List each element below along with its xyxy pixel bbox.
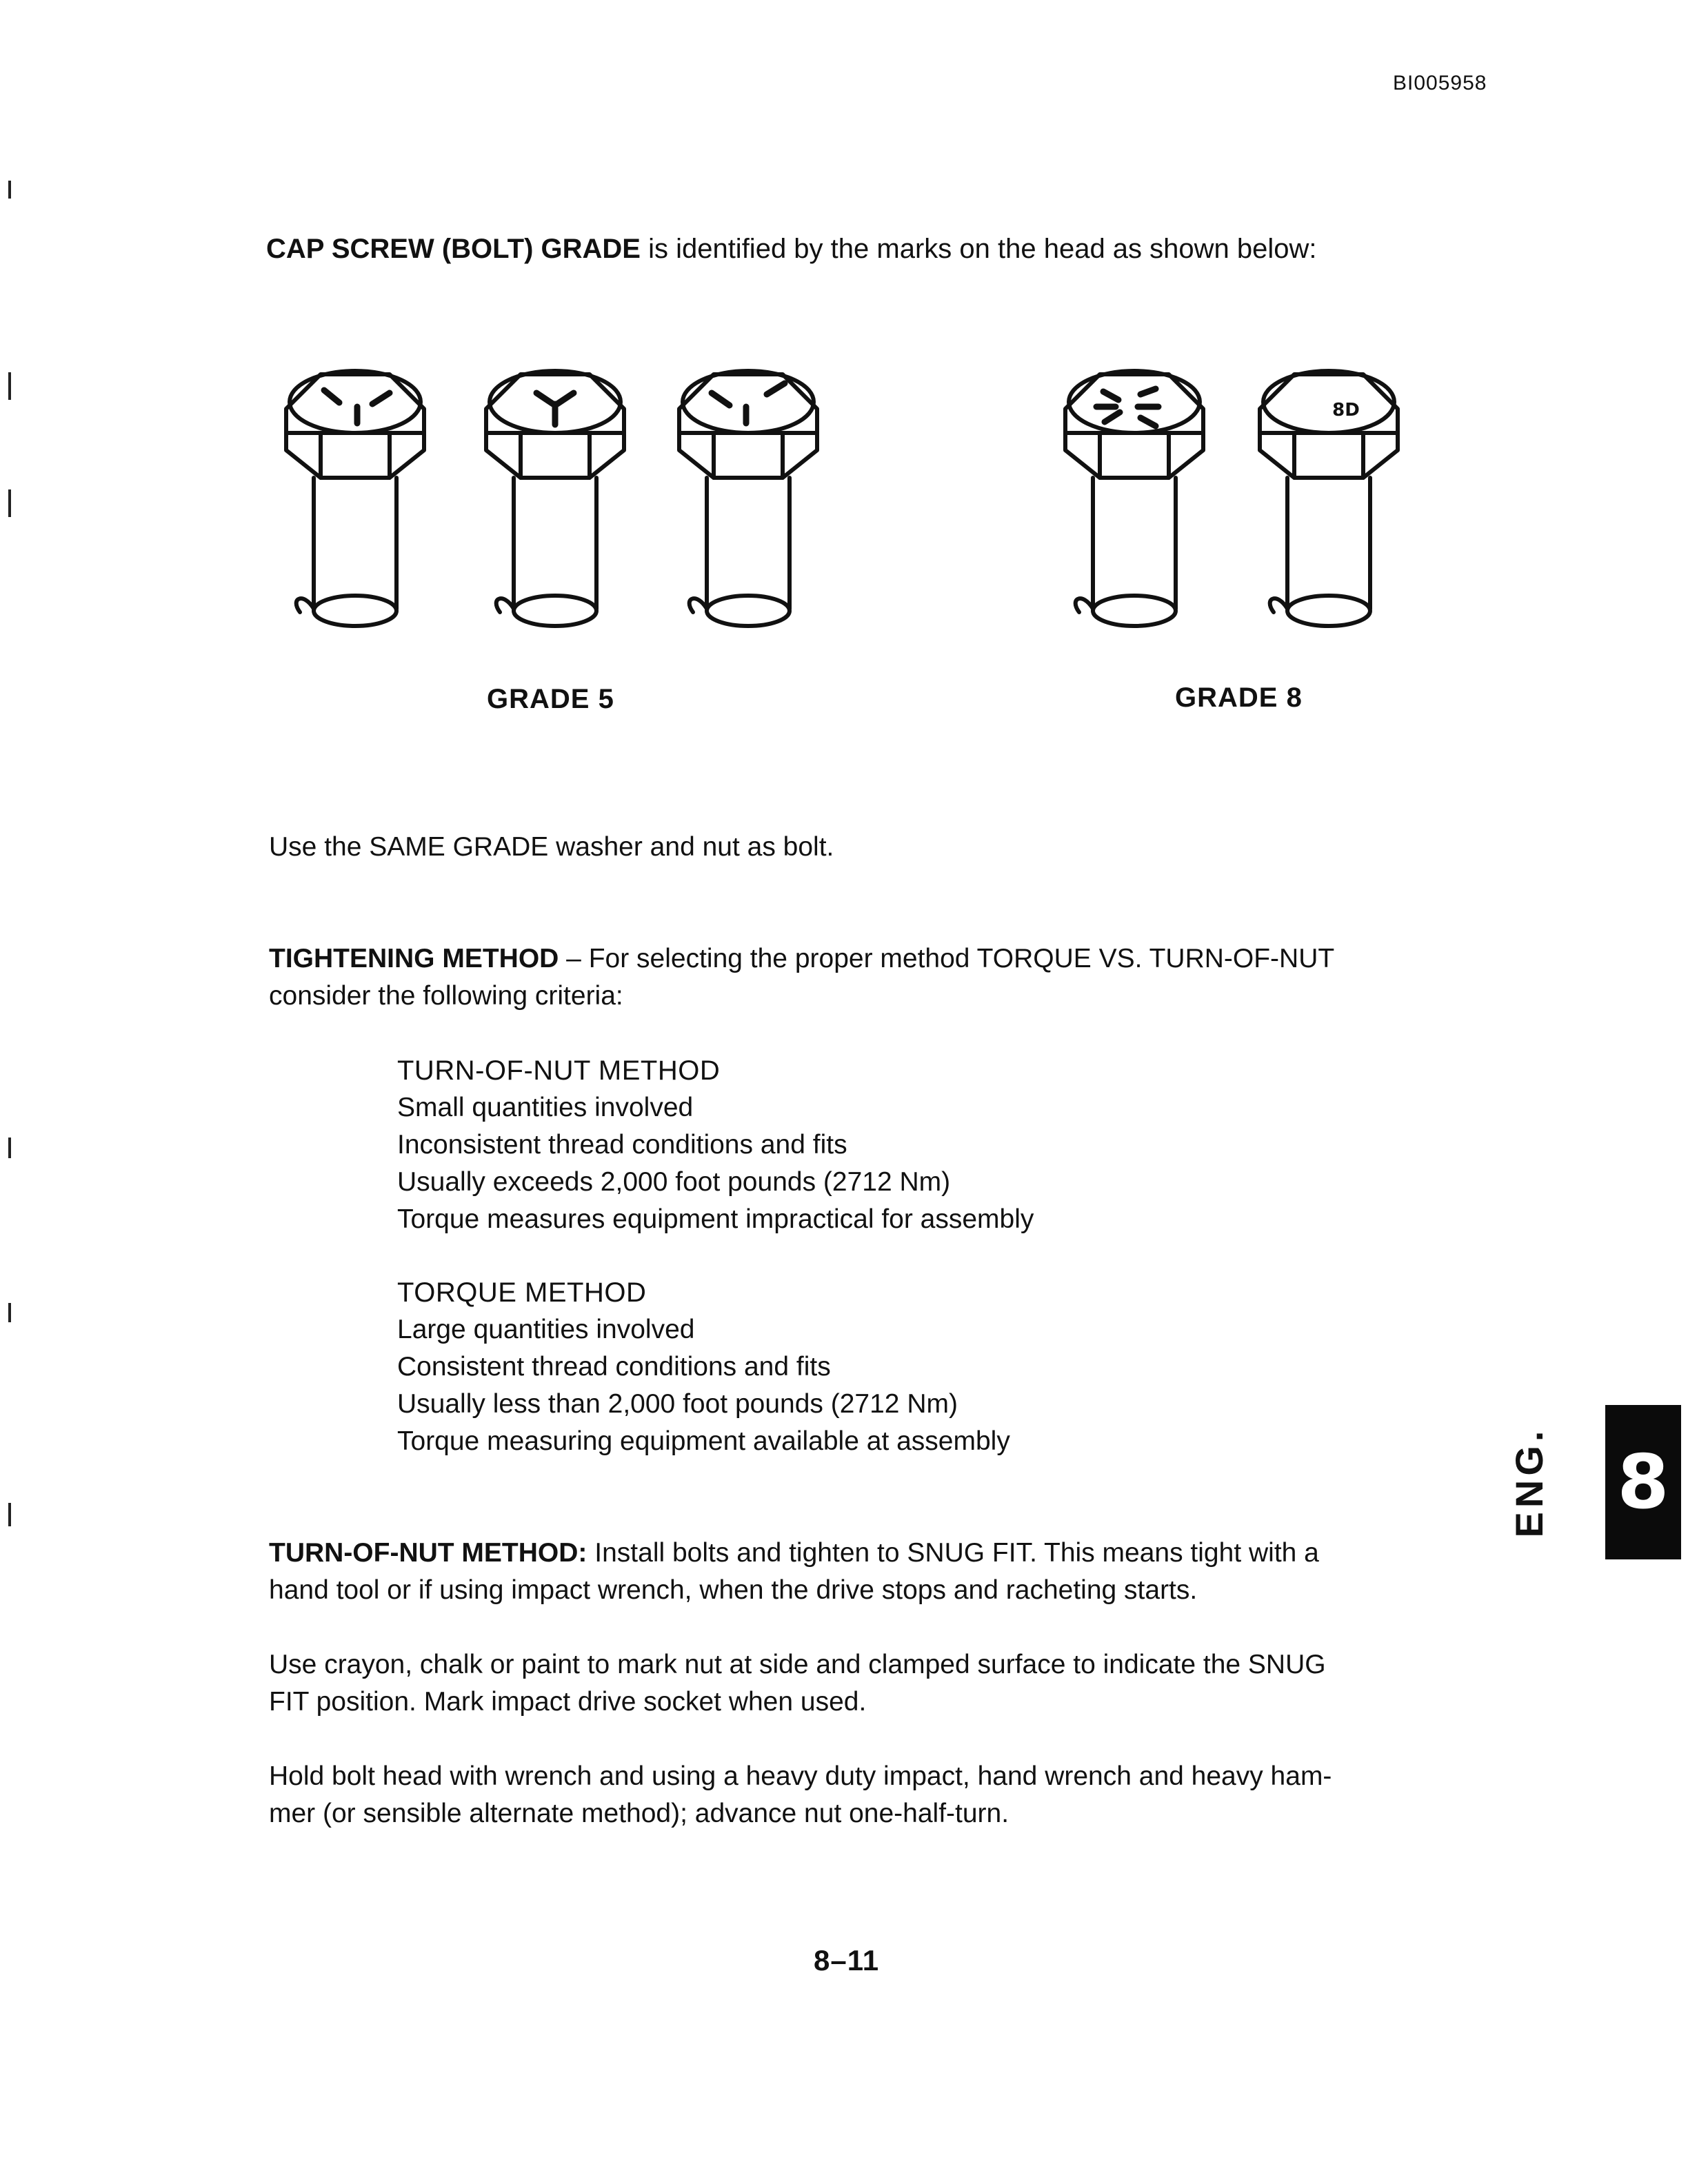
grade8-head-text: 8D xyxy=(1332,400,1360,421)
section-tab-number: 8 xyxy=(1617,1439,1669,1526)
advance-line-2: mer (or sensible alternate method); advance nut one-half-turn. xyxy=(269,1799,1009,1828)
page-number: 8–11 xyxy=(814,1944,880,1976)
procedure-line-1 xyxy=(269,1535,1319,1572)
criteria-item: Usually exceeds 2,000 foot pounds (2712 Nm) xyxy=(397,1167,951,1197)
tightening-line-2: consider the following criteria: xyxy=(269,981,623,1011)
section-tab xyxy=(1605,1405,1681,1559)
section-tab-label: ENG. xyxy=(1507,1426,1551,1538)
intro-bold: CAP SCREW (BOLT) GRADE xyxy=(266,234,641,264)
criteria-item: Torque measuring equipment available at assembly xyxy=(397,1426,1010,1456)
margin-mark xyxy=(8,489,11,517)
intro-text: is identified by the marks on the head as shown below: xyxy=(640,234,1317,264)
grade5-bolt-3-icon xyxy=(669,364,827,640)
torque-criteria-title: TORQUE METHOD xyxy=(397,1277,647,1308)
criteria-item: Consistent thread conditions and fits xyxy=(397,1352,831,1382)
margin-mark xyxy=(8,1503,11,1526)
intro-line xyxy=(266,230,1317,267)
tightening-heading: TIGHTENING METHOD xyxy=(269,944,559,973)
grade5-bolt-2-icon xyxy=(476,364,634,640)
procedure-line-2: hand tool or if using impact wrench, when the drive stops and racheting starts. xyxy=(269,1575,1198,1605)
criteria-item: Large quantities involved xyxy=(397,1315,695,1344)
margin-mark xyxy=(8,1138,11,1158)
turn-of-nut-criteria-title: TURN-OF-NUT METHOD xyxy=(397,1055,721,1086)
criteria-item: Inconsistent thread conditions and fits xyxy=(397,1130,847,1160)
grade8-bolt-2-icon xyxy=(1249,364,1408,640)
tightening-text: – For selecting the proper method TORQUE VS. TURN-OF-NUT xyxy=(559,944,1335,973)
grade8-bolt-1-icon xyxy=(1055,364,1214,640)
grade8-label: GRADE 8 xyxy=(1175,682,1303,713)
procedure-heading: TURN-OF-NUT METHOD: xyxy=(269,1538,587,1568)
grade5-bolt-1-icon xyxy=(276,364,434,640)
procedure-text: Install bolts and tighten to SNUG FIT. This means tight with a xyxy=(594,1538,1319,1568)
tightening-line-1 xyxy=(269,940,1334,978)
margin-mark xyxy=(8,1303,11,1322)
marking-line-1: Use crayon, chalk or paint to mark nut at side and clamped surface to indicate the SNUG xyxy=(269,1650,1326,1679)
washer-note: Use the SAME GRADE washer and nut as bolt. xyxy=(269,832,834,862)
criteria-item: Usually less than 2,000 foot pounds (2712 Nm) xyxy=(397,1389,958,1419)
criteria-item: Torque measures equipment impractical for assembly xyxy=(397,1204,1034,1234)
document-id: BI005958 xyxy=(1393,72,1487,94)
criteria-item: Small quantities involved xyxy=(397,1093,694,1122)
advance-line-1: Hold bolt head with wrench and using a heavy duty impact, hand wrench and heavy ham- xyxy=(269,1761,1332,1791)
margin-mark xyxy=(8,372,11,400)
marking-line-2: FIT position. Mark impact drive socket when used. xyxy=(269,1687,867,1717)
margin-mark xyxy=(8,181,11,199)
grade5-label: GRADE 5 xyxy=(487,684,614,714)
